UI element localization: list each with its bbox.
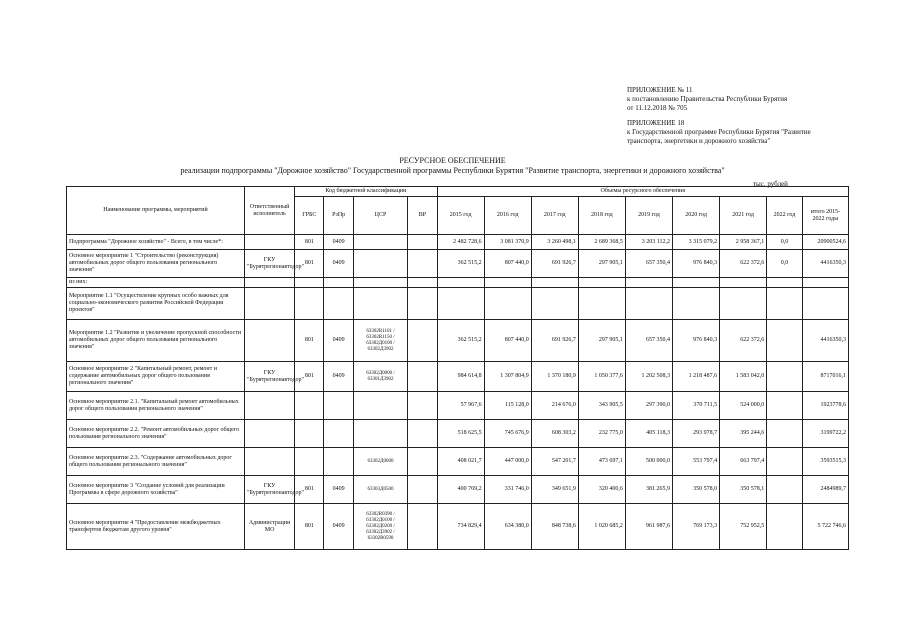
- table-row: [67, 476, 849, 504]
- row-value: 214 676,0: [531, 392, 578, 420]
- header-year: 2022 год: [767, 197, 803, 235]
- row-value: 297 905,1: [578, 250, 625, 278]
- row-executor: Администрации МО: [244, 504, 294, 550]
- header-year: 2017 год: [531, 197, 578, 235]
- row-value: [767, 476, 803, 504]
- row-grbs: 801: [295, 504, 324, 550]
- row-value: 395 244,6: [720, 420, 767, 448]
- row-name: Основное мероприятие 2 "Капитальный ремонт, ремонт и содержание автомобильных дорог общего пользования регионального значения": [67, 362, 245, 392]
- row-executor: [244, 278, 294, 288]
- header-name: Наименование программы, мероприятий: [67, 187, 245, 235]
- row-executor: [244, 235, 294, 250]
- row-value: [437, 278, 484, 288]
- row-value: [484, 288, 531, 320]
- row-value: 752 952,5: [720, 504, 767, 550]
- row-grbs: [295, 288, 324, 320]
- header-volumes: Объемы ресурсного обеспечения: [437, 187, 848, 197]
- row-value: 1 020 685,2: [578, 504, 625, 550]
- row-csr: [353, 278, 407, 288]
- row-value: 2 958 367,1: [720, 235, 767, 250]
- row-name: Мероприятие 1.1 "Осуществление крупных особо важных для социально-экономического развития Российской Федерации проектов": [67, 288, 245, 320]
- row-value: 769 173,3: [673, 504, 720, 550]
- row-executor: [244, 392, 294, 420]
- row-vr: [408, 504, 437, 550]
- row-value: 1 218 487,6: [673, 362, 720, 392]
- appendix-number-1: ПРИЛОЖЕНИЕ № 11: [627, 86, 693, 94]
- row-executor: [244, 448, 294, 476]
- row-csr: 63302R1101 / 63302R1150 / 63302Д0100 / 63302Д3902: [353, 320, 407, 362]
- row-total: [802, 288, 848, 320]
- row-rzpr: [324, 420, 353, 448]
- row-value: [767, 278, 803, 288]
- row-total: 20900524,6: [802, 235, 848, 250]
- row-csr: [353, 288, 407, 320]
- row-value: 622 372,6: [720, 250, 767, 278]
- row-value: 547 201,7: [531, 448, 578, 476]
- header-year: 2015 год: [437, 197, 484, 235]
- header-year: 2019 год: [625, 197, 672, 235]
- row-value: 3 081 370,9: [484, 235, 531, 250]
- row-value: [767, 362, 803, 392]
- row-csr: [353, 392, 407, 420]
- row-executor: [244, 320, 294, 362]
- header-vr: ВР: [408, 197, 437, 235]
- row-value: [437, 288, 484, 320]
- row-vr: [408, 362, 437, 392]
- row-value: 691 926,7: [531, 250, 578, 278]
- row-vr: [408, 420, 437, 448]
- row-value: [767, 392, 803, 420]
- row-vr: [408, 448, 437, 476]
- row-value: 350 578,0: [673, 476, 720, 504]
- row-value: 1 583 042,0: [720, 362, 767, 392]
- row-rzpr: [324, 288, 353, 320]
- row-value: 115 128,0: [484, 392, 531, 420]
- row-value: 1 202 508,3: [625, 362, 672, 392]
- row-value: 807 440,0: [484, 250, 531, 278]
- row-value: [531, 278, 578, 288]
- units-label: тыс. рублей: [753, 180, 788, 188]
- row-value: 976 840,3: [673, 320, 720, 362]
- row-csr: [353, 250, 407, 278]
- row-value: 608 303,2: [531, 420, 578, 448]
- header-year: 2020 год: [673, 197, 720, 235]
- row-value: 405 118,3: [625, 420, 672, 448]
- appendix-number-2: ПРИЛОЖЕНИЕ 18: [627, 119, 685, 127]
- row-executor: ГКУ "Бурятрегионавтодор": [244, 362, 294, 392]
- row-value: 1 370 180,9: [531, 362, 578, 392]
- header-total: итого 2015-2022 годы: [802, 197, 848, 235]
- table-row: [67, 420, 849, 448]
- row-rzpr: [324, 392, 353, 420]
- row-value: 349 651,9: [531, 476, 578, 504]
- row-total: 8717016,1: [802, 362, 848, 392]
- row-value: [578, 288, 625, 320]
- row-value: 2 689 368,5: [578, 235, 625, 250]
- row-total: [802, 278, 848, 288]
- row-value: [720, 288, 767, 320]
- row-rzpr: 0409: [324, 476, 353, 504]
- row-rzpr: [324, 448, 353, 476]
- row-value: 691 926,7: [531, 320, 578, 362]
- row-value: 3 203 112,2: [625, 235, 672, 250]
- row-value: [767, 288, 803, 320]
- row-rzpr: 0409: [324, 250, 353, 278]
- row-total: 5 722 746,6: [802, 504, 848, 550]
- row-value: 381 265,9: [625, 476, 672, 504]
- row-csr: 63302Д0000: [353, 448, 407, 476]
- row-csr: 63302R0390 / 63302Д0100 / 63302Д0200 / 63302Д3902 / 63302R0590: [353, 504, 407, 550]
- row-value: 1 307 804,9: [484, 362, 531, 392]
- row-value: 0,0: [767, 250, 803, 278]
- row-value: 473 697,1: [578, 448, 625, 476]
- row-value: 657 350,4: [625, 320, 672, 362]
- row-value: 961 987,6: [625, 504, 672, 550]
- header-year: 2021 год: [720, 197, 767, 235]
- row-value: 297 905,1: [578, 320, 625, 362]
- row-value: 524 000,0: [720, 392, 767, 420]
- appendix-date: от 11.12.2018 № 705: [627, 104, 688, 112]
- row-value: [767, 448, 803, 476]
- row-value: 2 482 728,6: [437, 235, 484, 250]
- row-name: Подпрограмма "Дорожное хозяйство" - Всего, в том числе*:: [67, 235, 245, 250]
- row-grbs: [295, 420, 324, 448]
- row-value: 848 738,6: [531, 504, 578, 550]
- header-rzpr: РзПр: [324, 197, 353, 235]
- appendix-block: [627, 86, 827, 146]
- row-value: 408 021,7: [437, 448, 484, 476]
- row-value: 320 400,6: [578, 476, 625, 504]
- row-value: 400 769,2: [437, 476, 484, 504]
- row-executor: [244, 420, 294, 448]
- header-grbs: ГРБС: [295, 197, 324, 235]
- row-value: 734 829,4: [437, 504, 484, 550]
- row-grbs: 801: [295, 320, 324, 362]
- row-value: 3 315 079,2: [673, 235, 720, 250]
- row-value: 343 905,5: [578, 392, 625, 420]
- row-executor: [244, 288, 294, 320]
- row-executor: ГКУ "Бурятрегионавтодор": [244, 250, 294, 278]
- row-name: Основное мероприятие 1 "Строительство (реконструкция) автомобильных дорог общего пользования регионального значения": [67, 250, 245, 278]
- row-value: 0,0: [767, 235, 803, 250]
- row-csr: [353, 235, 407, 250]
- row-value: [767, 504, 803, 550]
- row-total: 4416350,3: [802, 250, 848, 278]
- row-value: 362 515,2: [437, 320, 484, 362]
- row-csr: [353, 420, 407, 448]
- row-value: [767, 420, 803, 448]
- row-grbs: 801: [295, 250, 324, 278]
- row-value: 350 578,1: [720, 476, 767, 504]
- row-grbs: [295, 448, 324, 476]
- table-row: [67, 250, 849, 278]
- row-grbs: 801: [295, 362, 324, 392]
- row-value: [767, 320, 803, 362]
- row-name: Основное мероприятие 4 "Предоставление межбюджетных трансфертов бюджетам другого уровня": [67, 504, 245, 550]
- table-row: [67, 448, 849, 476]
- document-title: [56, 156, 849, 176]
- appendix-basis-3: транспорта, энергетики и дорожного хозяйства": [627, 137, 771, 145]
- row-value: 622 372,6: [720, 320, 767, 362]
- table-row: [67, 288, 849, 320]
- row-rzpr: [324, 278, 353, 288]
- row-value: 297 390,0: [625, 392, 672, 420]
- row-value: 3 260 498,1: [531, 235, 578, 250]
- row-csr: 63302Д0000 / 63301Д3902: [353, 362, 407, 392]
- row-name: Основное мероприятие 2.1. "Капитальный ремонт автомобильных дорог общего пользования регионального значения": [67, 392, 245, 420]
- row-vr: [408, 250, 437, 278]
- row-total: 1923778,6: [802, 392, 848, 420]
- row-value: [578, 278, 625, 288]
- row-value: 807 440,0: [484, 320, 531, 362]
- row-value: [673, 278, 720, 288]
- row-value: 976 840,3: [673, 250, 720, 278]
- row-total: 3199722,2: [802, 420, 848, 448]
- table-row: [67, 392, 849, 420]
- table-row: [67, 320, 849, 362]
- row-vr: [408, 320, 437, 362]
- row-value: [625, 278, 672, 288]
- header-csr: ЦСР: [353, 197, 407, 235]
- row-total: 4416350,3: [802, 320, 848, 362]
- table-row: [67, 278, 849, 288]
- row-grbs: 801: [295, 235, 324, 250]
- appendix-basis-1: к постановлению Правительства Республики Бурятия: [627, 95, 788, 103]
- table-row: [67, 504, 849, 550]
- appendix-basis-2: к Государственной программе Республики Бурятия "Развитие: [627, 128, 811, 136]
- row-vr: [408, 392, 437, 420]
- row-rzpr: 0409: [324, 320, 353, 362]
- row-grbs: [295, 392, 324, 420]
- row-rzpr: 0409: [324, 504, 353, 550]
- title-sub: реализации подпрограммы "Дорожное хозяйство" Государственной программы Республики Бурятия "Развитие транспорта, энергетики и дорожного хозяйства": [180, 166, 725, 175]
- title-main: РЕСУРСНОЕ ОБЕСПЕЧЕНИЕ: [399, 156, 506, 165]
- row-executor: ГКУ "Бурятрегионавтодор": [244, 476, 294, 504]
- row-vr: [408, 278, 437, 288]
- row-value: 745 676,9: [484, 420, 531, 448]
- row-total: 3593515,3: [802, 448, 848, 476]
- row-value: [531, 288, 578, 320]
- row-rzpr: 0409: [324, 235, 353, 250]
- row-value: 293 978,7: [673, 420, 720, 448]
- header-year: 2018 год: [578, 197, 625, 235]
- row-vr: [408, 476, 437, 504]
- row-value: 232 775,0: [578, 420, 625, 448]
- table-row: [67, 362, 849, 392]
- row-value: 370 711,5: [673, 392, 720, 420]
- row-value: 518 625,5: [437, 420, 484, 448]
- row-value: 362 515,2: [437, 250, 484, 278]
- row-value: 984 614,8: [437, 362, 484, 392]
- row-value: [720, 278, 767, 288]
- header-executor: Ответственный исполнитель: [244, 187, 294, 235]
- row-value: 447 000,0: [484, 448, 531, 476]
- row-total: 2484989,7: [802, 476, 848, 504]
- row-value: 500 000,0: [625, 448, 672, 476]
- row-vr: [408, 235, 437, 250]
- row-value: [484, 278, 531, 288]
- header-year: 2016 год: [484, 197, 531, 235]
- row-value: 57 967,6: [437, 392, 484, 420]
- table-body: [67, 235, 849, 550]
- row-name: Основное мероприятие 2.3. "Содержание автомобильных дорог общего пользования регионального значения": [67, 448, 245, 476]
- row-grbs: [295, 278, 324, 288]
- resource-table: [66, 186, 849, 550]
- row-value: [673, 288, 720, 320]
- row-value: 634 380,0: [484, 504, 531, 550]
- row-value: 663 797,4: [720, 448, 767, 476]
- row-name: Основное мероприятие 3 "Создание условий для реализации Программы в сфере дорожного хозяйства": [67, 476, 245, 504]
- row-vr: [408, 288, 437, 320]
- row-value: [625, 288, 672, 320]
- row-value: 331 746,0: [484, 476, 531, 504]
- row-name: Основное мероприятие 2.2. "Ремонт автомобильных дорог общего пользования регионального значения": [67, 420, 245, 448]
- row-value: 553 797,4: [673, 448, 720, 476]
- row-csr: 63303Д0500: [353, 476, 407, 504]
- row-grbs: 801: [295, 476, 324, 504]
- row-name: из них:: [67, 278, 245, 288]
- row-name: Мероприятие 1.2 "Развитие и увеличение пропускной способности автомобильных дорог общего пользования регионального значения": [67, 320, 245, 362]
- row-value: 1 050 377,6: [578, 362, 625, 392]
- table-row: [67, 235, 849, 250]
- header-budget-code: Код бюджетной классификации: [295, 187, 437, 197]
- row-rzpr: 0409: [324, 362, 353, 392]
- row-value: 657 350,4: [625, 250, 672, 278]
